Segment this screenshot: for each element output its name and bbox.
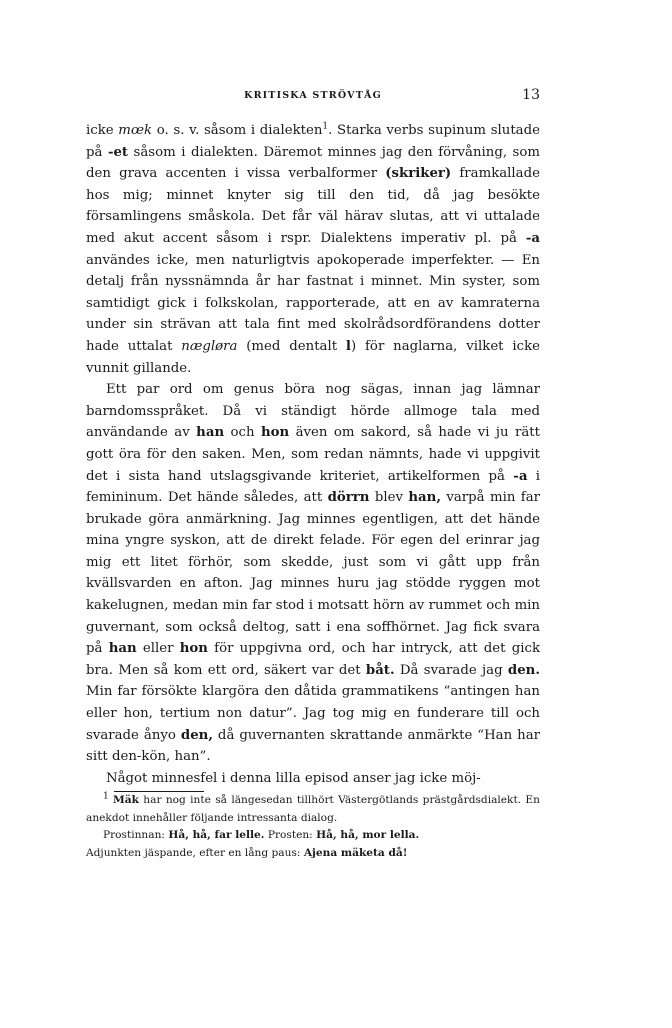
bold-word: han bbox=[196, 425, 225, 441]
text-run: . Starka verbs supinum slutade på bbox=[86, 123, 540, 160]
book-page bbox=[86, 84, 540, 862]
paragraph-3 bbox=[86, 768, 540, 790]
bold-word: l bbox=[345, 338, 351, 354]
footnote-ref: 1 bbox=[322, 121, 329, 132]
text-run: Prosten: bbox=[264, 829, 317, 842]
italic-word: nægløra bbox=[181, 338, 238, 354]
bold-word: båt. bbox=[365, 662, 395, 678]
bold-word: -a bbox=[513, 468, 528, 484]
footnote-dialog-2 bbox=[86, 845, 540, 863]
bold-word: Ajena mäketa då! bbox=[303, 846, 408, 859]
paragraph-2 bbox=[86, 379, 540, 768]
bold-word: Mäk bbox=[113, 794, 139, 807]
text-run: Prostinnan: bbox=[102, 829, 169, 842]
bold-word: hon bbox=[260, 425, 290, 441]
bold-word: hon bbox=[179, 641, 208, 657]
text-run: ) för naglarna, vilket icke vunnit gillande. bbox=[86, 338, 540, 376]
footnote-dialog-1 bbox=[86, 827, 540, 845]
text-run: Något minnesfel i denna lilla episod anser jag icke möj- bbox=[105, 770, 481, 786]
text-run: framkallade hos mig; minnet knyter sig till den tid, då jag besökte församlingens småskola. Det får väl härav slutas, att vi uttalade med akut accent såsom i rspr. Dialektens imperativ pl. på bbox=[86, 166, 540, 246]
paragraph-1 bbox=[86, 120, 540, 379]
text-run: Då svarade jag bbox=[394, 662, 508, 678]
text-run: har nog inte så längesedan tillhört Västergötlands prästgårdsdialekt. En anekdot innehåller följande intressanta dialog. bbox=[86, 794, 540, 824]
bold-word: den. bbox=[507, 662, 540, 678]
text-run: icke bbox=[86, 123, 119, 138]
bold-word: han bbox=[108, 641, 137, 657]
bold-word: han, bbox=[408, 490, 441, 506]
italic-word: mœk bbox=[118, 123, 153, 138]
footnotes bbox=[86, 791, 540, 862]
footnote-mark: 1 bbox=[102, 791, 109, 802]
body-text bbox=[86, 120, 540, 789]
running-head bbox=[86, 84, 540, 108]
bold-word: Hå, hå, mor lella. bbox=[316, 829, 420, 842]
text-run: blev bbox=[369, 490, 409, 506]
text-run: såsom i dialekten. Däremot minnes jag den förvåning, som den grava accenten i vissa verbalformer bbox=[86, 144, 540, 182]
text-run: och bbox=[224, 425, 261, 441]
bold-word: (skriker) bbox=[385, 166, 452, 182]
bold-word: Hå, hå, far lelle. bbox=[168, 829, 265, 842]
text-run: varpå min far brukade göra anmärkning. Jag minnes egentligen, att det hände mina yngre syskon, att de direkt felade. För egen del erinrar jag mig ett litet förhör, som skedde, just som vi gått upp från kvällsvarden en afton. Jag minnes huru jag stödde ryggen mot kakelugnen, medan min far stod i motsatt hörn av rummet och min guvernant, som också deltog, satt i ena soffhörnet. Jag fick svara på bbox=[86, 490, 540, 657]
text-run: i femininum. Det hände således, att bbox=[86, 468, 540, 506]
text-run: Min far försökte klargöra den dåtida grammatikens “antingen han eller hon, tertium non datur”. Jag tog mig en funderare till och svarade ånyo bbox=[86, 684, 540, 743]
text-run: även om sakord, så hade vi ju rätt gott öra för den saken. Men, som redan nämnts, hade vi uppgivit det i sista hand utslagsgivande kriteriet, artikelformen på bbox=[86, 425, 540, 484]
text-run: eller bbox=[136, 641, 180, 657]
bold-word: -a bbox=[525, 230, 540, 246]
text-run: då guvernanten skrattande anmärkte “Han har sitt den-kön, han”. bbox=[86, 727, 540, 765]
running-title: KRITISKA STRÖVTÅG bbox=[244, 90, 382, 101]
footnote-1 bbox=[86, 792, 540, 827]
page-number: 13 bbox=[522, 87, 540, 103]
text-run: Adjunkten jäspande, efter en lång paus: bbox=[86, 846, 304, 859]
bold-word: -et bbox=[107, 144, 129, 160]
text-run: o. s. v. såsom i dialekten bbox=[152, 123, 323, 138]
bold-word: den, bbox=[180, 727, 213, 743]
text-run: för uppgivna ord, och har intryck, att det gick bra. Men så kom ett ord, säkert var det bbox=[86, 641, 541, 678]
bold-word: dörrn bbox=[327, 490, 370, 506]
text-run: Ett par ord om genus böra nog sägas, innan jag lämnar barndomsspråket. Då vi ständigt hörde allmoge tala med användande av bbox=[86, 382, 540, 441]
text-run: (med dentalt bbox=[237, 338, 346, 354]
text-run: användes icke, men naturligtvis apokoperade imperfekter. — En detalj från nyssnämnda år har fastnat i minnet. Min syster, som samtidigt gick i folkskolan, rapporterade, att en av kamraterna under sin strävan att tala fint med skolrådsordförandens dotter hade uttalat bbox=[86, 252, 540, 354]
